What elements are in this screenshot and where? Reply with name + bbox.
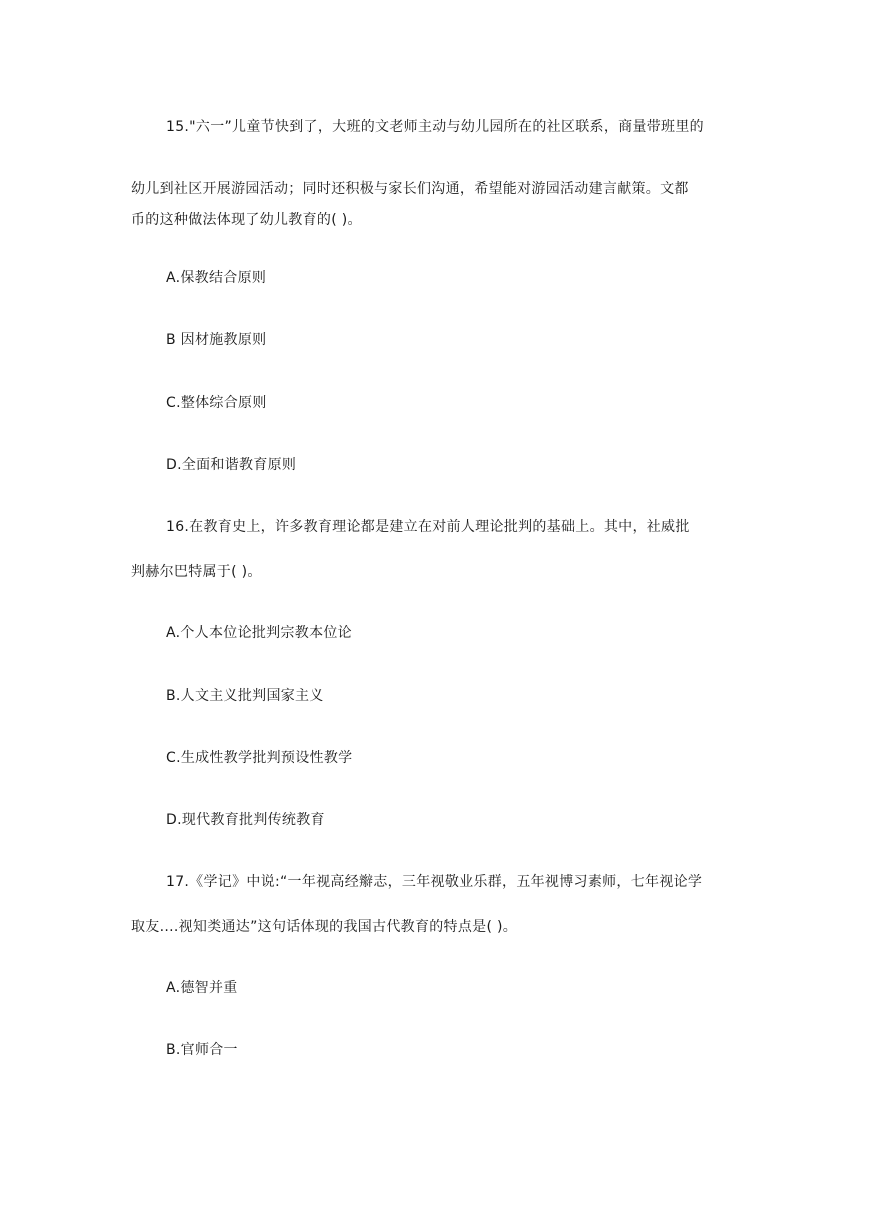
q15-stem-line-1: 15."六一”儿童节快到了，大班的文老师主动与幼儿园所在的社区联系，商量带班里的: [166, 119, 704, 135]
q16-stem-line-1: 16.在教育史上，许多教育理论都是建立在对前人理论批判的基础上。其中，社威批: [166, 519, 690, 535]
q15-stem-line-2: 幼儿到社区开展游园活动；同时还积极与家长们沟通，希望能对游园活动建言献策。文都: [131, 181, 689, 197]
q16-option-b: B.人文主义批判国家主义: [166, 688, 324, 704]
q15-stem-line-3: 币的这种做法体现了幼儿教育的( )。: [131, 212, 362, 228]
q17-stem-line-2: 取友....视知类通达”这句话体现的我国古代教育的特点是( )。: [131, 919, 518, 935]
q16-option-c: C.生成性教学批判预设性教学: [166, 750, 353, 766]
q16-option-a: A.个人本位论批判宗教本位论: [166, 625, 352, 641]
q17-stem-line-1: 17.《学记》中说:“一年视高经辮志，三年视敬业乐群，五年视博习素师，七年视论学: [166, 874, 703, 890]
q15-option-a: A.保教结合原则: [166, 270, 267, 286]
q16-option-d: D.现代教育批判传统教育: [166, 812, 325, 828]
q17-option-b: B.官师合一: [166, 1042, 238, 1058]
q17-option-a: A.德智并重: [166, 980, 238, 996]
q15-option-c: C.整体综合原则: [166, 395, 267, 411]
q15-option-b: B 因材施教原则: [166, 332, 267, 348]
q15-option-d: D.全面和谐教育原则: [166, 457, 297, 473]
q16-stem-line-2: 判赫尔巴特属于( )。: [131, 564, 262, 580]
